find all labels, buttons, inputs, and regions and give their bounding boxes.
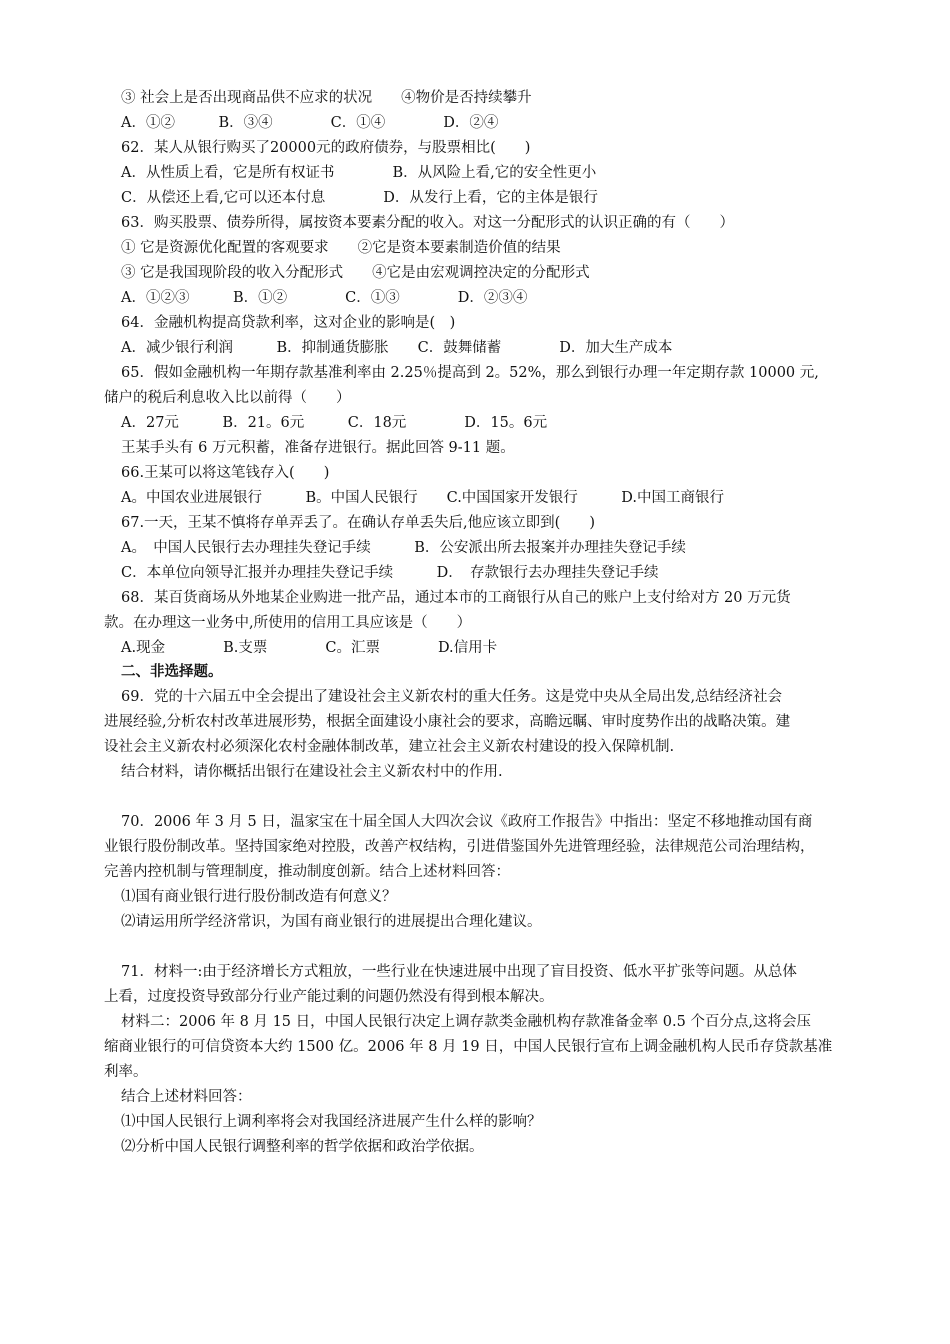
text-line: A．①② B．③④ C．①④ D．②④ bbox=[121, 115, 499, 131]
text-line: 66.王某可以将这笔钱存入( ) bbox=[121, 465, 330, 481]
text-line: 上看，过度投资导致部分行业产能过剩的问题仍然没有得到根本解决。 bbox=[104, 989, 554, 1005]
text-line: 王某手头有 6 万元积蓄，准备存进银行。据此回答 9-11 题。 bbox=[121, 440, 515, 456]
text-line: ⑵分析中国人民银行调整利率的哲学依据和政治学依据。 bbox=[121, 1139, 484, 1155]
text-line: 材料二：2006 年 8 月 15 日，中国人民银行决定上调存款类金融机构存款准备金率 0.5 个百分点,这将会压 bbox=[121, 1014, 812, 1030]
text-line: A．①②③ B．①② C．①③ D．②③④ bbox=[121, 290, 528, 306]
text-line: 缩商业银行的可信贷资本大约 1500 亿。2006 年 8 月 19 日，中国人民银行宣布上调金融机构人民币存贷款基准 bbox=[104, 1039, 833, 1055]
text-line: 67.一天，王某不慎将存单弄丢了。在确认存单丢失后,他应该立即到( ) bbox=[121, 515, 595, 531]
text-line: A.现金 B.支票 C。汇票 D.信用卡 bbox=[121, 640, 498, 656]
text-line: ⑴中国人民银行上调利率将会对我国经济进展产生什么样的影响？ bbox=[121, 1114, 542, 1130]
text-line: A．27元 B．21。6元 C．18元 D．15。6元 bbox=[121, 415, 548, 431]
text-line: 64．金融机构提高贷款利率，这对企业的影响是( ) bbox=[121, 315, 456, 331]
text-line: A．从性质上看，它是所有权证书 B．从风险上看,它的安全性更小 bbox=[121, 165, 597, 181]
text-line: ③ 它是我国现阶段的收入分配形式 ④它是由宏观调控决定的分配形式 bbox=[121, 265, 590, 281]
text-line: 71．材料一:由于经济增长方式粗放，一些行业在快速进展中出现了盲目投资、低水平扩张等问题。从总体 bbox=[121, 964, 797, 980]
text-line: 70．2006 年 3 月 5 日，温家宝在十届全国人大四次会议《政府工作报告》中指出：坚定不移地推动国有商 bbox=[121, 814, 813, 830]
text-line: ① 它是资源优化配置的客观要求 ②它是资本要素制造价值的结果 bbox=[121, 240, 561, 256]
text-line: 63．购买股票、债券所得，属按资本要素分配的收入。对这一分配形式的认识正确的有（ ） bbox=[121, 215, 734, 231]
text-line: ③ 社会上是否出现商品供不应求的状况 ④物价是否持续攀升 bbox=[121, 90, 532, 106]
text-line: 利率。 bbox=[104, 1064, 148, 1080]
text-line: 完善内控机制与管理制度，推动制度创新。结合上述材料回答： bbox=[104, 864, 510, 880]
text-line: 69．党的十六届五中全会提出了建设社会主义新农村的重大任务。这是党中央从全局出发,总结经济社会 bbox=[121, 689, 783, 705]
text-line: 储户的税后利息收入比以前得（ ） bbox=[104, 390, 351, 406]
text-line: 结合材料，请你概括出银行在建设社会主义新农村中的作用. bbox=[121, 764, 503, 780]
text-line: C．从偿还上看,它可以还本付息 D．从发行上看，它的主体是银行 bbox=[121, 190, 598, 206]
text-line: 设社会主义新农村必须深化农村金融体制改革，建立社会主义新农村建设的投入保障机制. bbox=[104, 739, 675, 755]
text-line: A．减少银行利润 B．抑制通货膨胀 C．鼓舞储蓄 D．加大生产成本 bbox=[121, 340, 673, 356]
text-line: ⑴国有商业银行进行股份制改造有何意义？ bbox=[121, 889, 397, 905]
text-line: 业银行股份制改革。坚持国家绝对控股，改善产权结构，引进借鉴国外先进管理经验，法律规范公司治理结构， bbox=[104, 839, 815, 855]
text-line: 62．某人从银行购买了20000元的政府债券，与股票相比( ) bbox=[121, 140, 531, 156]
text-line: 款。在办理这一业务中,所使用的信用工具应该是（ ） bbox=[104, 615, 472, 631]
text-line: 结合上述材料回答： bbox=[121, 1089, 252, 1105]
text-line: C．本单位向领导汇报并办理挂失登记手续 D． 存款银行去办理挂失登记手续 bbox=[121, 565, 659, 581]
text-line: A。中国农业进展银行 B。中国人民银行 C.中国国家开发银行 D.中国工商银行 bbox=[121, 490, 725, 506]
text-line: 进展经验,分析农村改革进展形势，根据全面建设小康社会的要求，高瞻远瞩、审时度势作出的战略决策。建 bbox=[104, 714, 791, 730]
section-heading: 二、非选择题。 bbox=[121, 663, 223, 680]
text-line: A。 中国人民银行去办理挂失登记手续 B．公安派出所去报案并办理挂失登记手续 bbox=[121, 540, 686, 556]
text-line: 68．某百货商场从外地某企业购进一批产品，通过本市的工商银行从自己的账户上支付给对方 20 万元货 bbox=[121, 590, 791, 606]
text-line: ⑵请运用所学经济常识，为国有商业银行的进展提出合理化建议。 bbox=[121, 914, 542, 930]
text-line: 65．假如金融机构一年期存款基准利率由 2.25％提高到 2。52%，那么到银行办理一年定期存款 10000 元, bbox=[121, 365, 819, 381]
